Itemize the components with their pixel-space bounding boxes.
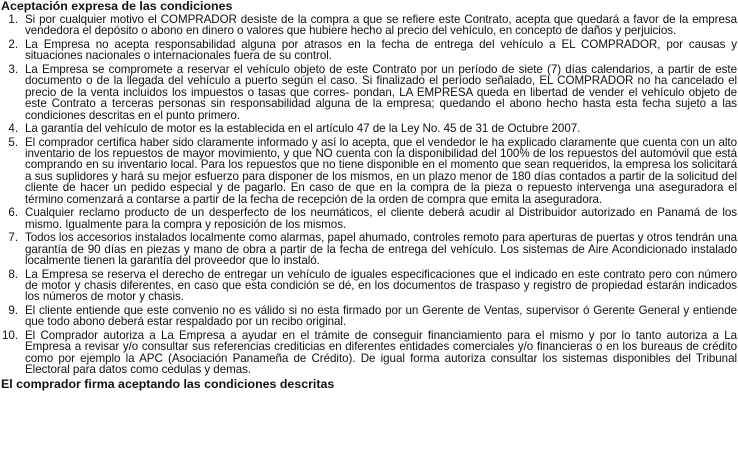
clause-number: 1. xyxy=(8,13,18,26)
clause-number: 5. xyxy=(8,135,18,149)
contract-conditions-page xyxy=(1,0,737,464)
clause-7 xyxy=(1,232,737,266)
clause-2 xyxy=(1,39,737,62)
clause-1 xyxy=(1,14,737,37)
clause-text: Cualquier reclamo producto de un desperfecto de los neumáticos, el cliente deberá acudir al Distribuidor autorizado en Panamá de los mismo. Igualmente para la compra y reposición de los mismos. xyxy=(25,206,737,231)
clause-number: 7. xyxy=(8,231,18,245)
signature-acceptance-line: El comprador firma aceptando las condiciones descritas xyxy=(1,376,335,391)
conditions-heading: Aceptación expresa de las condiciones xyxy=(1,0,233,13)
clause-number: 4. xyxy=(8,122,18,136)
clause-number: 9. xyxy=(8,303,18,317)
clause-number: 2. xyxy=(8,37,18,51)
clause-text: El comprador certifica haber sido claramente informado y así lo acepta, que el vendedor le ha explicado claramente que cuenta con un alto inventario de los repuestos de mayor movimiento, y que NO cuenta con la disponibilidad del 100% de los repuestos del automóvil que está comprando en su inventario local. Para los repuestos que no tiene disponible en el momento que sean requeridos, la empresa los solicitará a sus suplidores y hará su mejor esfuerzo para disponer de los mismos, en un plazo menor de 180 días contados a partir de la solicitud del cliente de hacer un pedido especial y de pagarlo. En caso de que en la compra de la pieza o repuesto intervenga una aseguradora el término comenzará a contarse a partir de la fecha de recepción de la orden de compra que emita la aseguradora. xyxy=(25,135,737,206)
clause-10 xyxy=(1,330,737,376)
clause-3 xyxy=(1,64,737,121)
clause-text: El cliente entiende que este convenio no es válido si no esta firmado por un Gerente de Ventas, supervisor ó Gerente General y entiende que todo abono deberá estar respaldado por un recibo original. xyxy=(25,303,737,329)
clause-5 xyxy=(1,137,737,206)
clause-number: 3. xyxy=(8,62,18,76)
clause-9 xyxy=(1,305,737,328)
clause-number: 8. xyxy=(8,267,18,281)
clause-text: Todos los accesorios instalados localmente como alarmas, papel ahumado, controles remoto para aperturas de puertas y otros tendrán una garantía de 90 días en piezas y mano de obra a partir de la fecha de entrega del vehículo. Los sistemas de Aire Acondicionado instalado localmente tienen la garantía del proveedor que lo instaló. xyxy=(25,231,737,268)
clause-number: 10. xyxy=(2,328,18,342)
clause-4 xyxy=(1,123,737,134)
clause-text: La Empresa se compromete a reservar el vehículo objeto de este Contrato por un período de siete (7) días calendarios, a partir de este documento o de la llegada del vehículo a puerto según el caso. Si finalizado el período señalado, EL COMPRADOR no ha cancelado el precio de la venta incluidos los impuestos o tasas que corres- pondan, LA EMPRESA queda en libertad de vender el vehículo objeto de este Contrato a terceras personas sin responsabilidad alguna de la empresa; quedando el abono hecho hasta esta fecha sujeto a las condiciones descritas en el punto primero. xyxy=(25,62,737,122)
clause-text: Si por cualquier motivo el COMPRADOR desiste de la compra a que se refiere este Contrato, acepta que quedará a favor de la empresa vendedora el depósito o abono en dinero o valores que hubiere hecho al precio del vehículo, en concepto de daños y perjuicios. xyxy=(25,13,737,38)
clause-number: 6. xyxy=(8,206,18,220)
clause-text: La garantía del vehículo de motor es la establecida en el artículo 47 de la Ley No. 45 de 31 de Octubre 2007. xyxy=(25,122,581,136)
clause-8 xyxy=(1,269,737,303)
clause-text: La Empresa no acepta responsabilidad alguna por atrasos en la fecha de entrega del vehículo a EL COMPRADOR, por causas y situaciones nacionales o internacionales fuera de su control. xyxy=(25,37,737,63)
clause-6 xyxy=(1,207,737,230)
clause-text: El Comprador autoriza a La Empresa a ayudar en el trámite de conseguir financiamiento para el mismo y por lo tanto autoriza a La Empresa a revisar y/o consultar sus referencias crediticias en diferentes entidades comerciales y/o financieras o en los bureaus de crédito como por ejemplo la APC (Asociación Panameña de Crédito). De igual forma autoriza consultar los sistemas disponibles del Tribunal Electoral para datos como cedulas y demas. xyxy=(25,328,737,377)
clause-text: La Empresa se reserva el derecho de entregar un vehículo de iguales especificaciones que el indicado en este contrato pero con número de motor y chasis diferentes, en caso que esta condición se dé, en los documentos de traspaso y registro de propiedad estarán indicados los números de motor y chasis. xyxy=(25,267,737,304)
conditions-list xyxy=(1,14,737,376)
